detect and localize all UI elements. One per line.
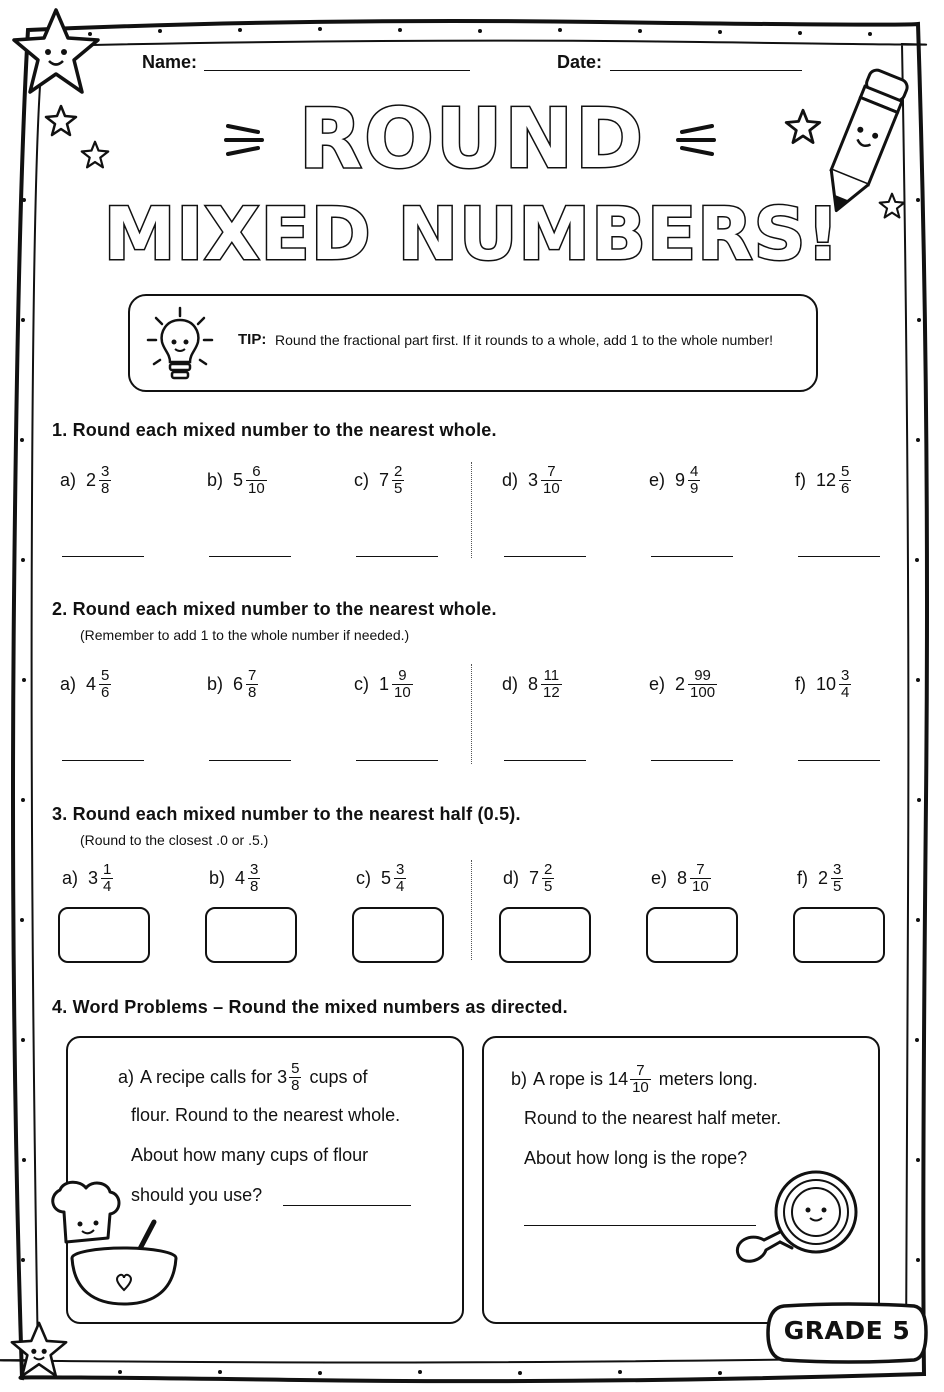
column-divider [471, 860, 472, 960]
fraction [246, 668, 258, 701]
denominator: 12 [543, 684, 560, 701]
whole-number: 8 [677, 868, 688, 888]
grade-badge: GRADE 5 [783, 1316, 911, 1345]
word-problem-b-line2: Round to the nearest half meter. [524, 1108, 782, 1128]
problem-3c [356, 862, 406, 895]
word-problem-a-line3: About how many cups of flour [131, 1145, 369, 1165]
fraction [542, 862, 554, 895]
denominator: 8 [291, 1077, 300, 1094]
fraction [101, 862, 113, 895]
fraction [392, 464, 404, 497]
fraction [839, 464, 851, 497]
denominator: 10 [692, 878, 709, 895]
denominator: 5 [544, 878, 553, 895]
numerator: 5 [841, 463, 850, 480]
problem-2b [207, 668, 258, 701]
whole-number: 7 [529, 868, 540, 888]
problem-label: d) [502, 470, 519, 490]
word-problem-text: A rope is 14 [533, 1069, 629, 1089]
problem-2e [649, 668, 717, 701]
answer-line[interactable] [283, 1205, 411, 1206]
fraction [394, 862, 406, 895]
sparkle-lines-icon [672, 116, 718, 160]
whole-number: 9 [675, 470, 686, 490]
numerator: 7 [547, 463, 556, 480]
word-problem-text: A recipe calls for 3 [140, 1067, 288, 1087]
numerator: 3 [841, 667, 850, 684]
problem-label: f) [795, 674, 806, 694]
rope-coil-icon [730, 1162, 858, 1274]
word-problem-a-line2: flour. Round to the nearest whole. [131, 1105, 401, 1125]
fraction [246, 464, 267, 497]
numerator: 3 [250, 861, 259, 878]
problem-1c [354, 464, 404, 497]
word-problem-b-line1 [511, 1060, 758, 1099]
answer-box[interactable] [352, 907, 444, 963]
sparkle-lines-icon [222, 116, 268, 160]
problem-label: b) [207, 674, 224, 694]
denominator: 4 [841, 684, 850, 701]
numerator: 7 [636, 1062, 645, 1079]
answer-box[interactable] [499, 907, 591, 963]
star-icon [8, 1320, 70, 1380]
numerator: 5 [101, 667, 110, 684]
numerator: 2 [394, 463, 403, 480]
numerator: 9 [398, 667, 407, 684]
tip-label: TIP: [238, 331, 267, 348]
fraction [289, 1061, 301, 1094]
problem-2f [795, 668, 851, 701]
numerator: 2 [544, 861, 553, 878]
answer-box[interactable] [205, 907, 297, 963]
fraction [831, 862, 843, 895]
denominator: 10 [394, 684, 411, 701]
problem-label: e) [651, 868, 668, 888]
section-2-heading: 2. Round each mixed number to the nearest whole. [52, 599, 497, 619]
whole-number: 3 [88, 868, 99, 888]
fraction [688, 464, 700, 497]
word-problem-label: b) [511, 1069, 528, 1089]
problem-label: a) [60, 470, 77, 490]
column-divider [471, 664, 472, 764]
word-problem-a-line1 [118, 1058, 367, 1097]
problem-label: a) [62, 868, 79, 888]
fraction [541, 668, 562, 701]
date-label: Date: [557, 52, 603, 72]
denominator: 4 [396, 878, 405, 895]
word-problem-text: meters long. [658, 1069, 758, 1089]
column-divider [471, 462, 472, 558]
answer-line[interactable] [651, 556, 733, 557]
problem-label: d) [502, 674, 519, 694]
problem-3a [62, 862, 113, 895]
answer-line[interactable] [62, 760, 144, 761]
section-2-subheading: (Remember to add 1 to the whole number if needed.) [80, 627, 410, 643]
whole-number: 3 [528, 470, 539, 490]
answer-box[interactable] [646, 907, 738, 963]
section-1-heading: 1. Round each mixed number to the nearest whole. [52, 420, 497, 440]
date-field[interactable] [610, 70, 802, 71]
answer-line[interactable] [62, 556, 144, 557]
whole-number: 12 [816, 470, 837, 490]
fraction [248, 862, 260, 895]
denominator: 8 [250, 878, 259, 895]
section-3-heading: 3. Round each mixed number to the nearest half (0.5). [52, 804, 521, 824]
whole-number: 4 [86, 674, 97, 694]
denominator: 5 [833, 878, 842, 895]
word-problem-label: a) [118, 1067, 135, 1087]
fraction [99, 464, 111, 497]
numerator: 7 [696, 861, 705, 878]
fraction [541, 464, 562, 497]
numerator: 3 [101, 463, 110, 480]
denominator: 10 [248, 480, 265, 497]
answer-line[interactable] [209, 556, 291, 557]
title-line2: MIXED NUMBERS! [103, 192, 841, 276]
answer-line[interactable] [356, 556, 438, 557]
fraction [630, 1063, 651, 1096]
answer-line[interactable] [798, 760, 880, 761]
answer-line[interactable] [651, 760, 733, 761]
problem-label: f) [797, 868, 808, 888]
name-label: Name: [142, 52, 198, 72]
numerator: 4 [690, 463, 699, 480]
denominator: 10 [543, 480, 560, 497]
problem-label: c) [354, 674, 369, 694]
problem-label: b) [209, 868, 226, 888]
name-field[interactable] [204, 70, 470, 71]
problem-3e [651, 862, 711, 895]
chef-bowl-icon [34, 1178, 184, 1316]
denominator: 5 [394, 480, 403, 497]
problem-label: a) [60, 674, 77, 694]
whole-number: 1 [379, 674, 390, 694]
answer-line[interactable] [504, 556, 586, 557]
fraction [688, 668, 717, 701]
whole-number: 2 [675, 674, 686, 694]
problem-1d [502, 464, 562, 497]
fraction [99, 668, 111, 701]
problem-3f [797, 862, 843, 895]
numerator: 5 [291, 1060, 300, 1077]
problem-label: c) [354, 470, 369, 490]
answer-box[interactable] [793, 907, 885, 963]
problem-1e [649, 464, 700, 497]
problem-1f [795, 464, 851, 497]
problem-label: d) [503, 868, 520, 888]
denominator: 4 [103, 878, 112, 895]
numerator: 7 [248, 667, 257, 684]
problem-2a [60, 668, 111, 701]
denominator: 6 [101, 684, 110, 701]
answer-line[interactable] [798, 556, 880, 557]
whole-number: 8 [528, 674, 539, 694]
problem-label: f) [795, 470, 806, 490]
answer-line[interactable] [209, 760, 291, 761]
numerator: 6 [252, 463, 261, 480]
answer-line[interactable] [524, 1225, 756, 1226]
fraction [839, 668, 851, 701]
problem-label: c) [356, 868, 371, 888]
numerator: 1 [103, 861, 112, 878]
whole-number: 7 [379, 470, 390, 490]
word-problem-a-line4: should you use? [131, 1185, 263, 1205]
denominator: 6 [841, 480, 850, 497]
tip-text: Round the fractional part first. If it rounds to a whole, add 1 to the whole number! [275, 332, 774, 348]
whole-number: 4 [235, 868, 246, 888]
section-3-subheading: (Round to the closest .0 or .5.) [80, 832, 269, 848]
whole-number: 5 [381, 868, 392, 888]
word-problem-b-line3: About how long is the rope? [524, 1148, 748, 1168]
answer-line[interactable] [504, 760, 586, 761]
lightbulb-icon [140, 306, 220, 386]
whole-number: 2 [86, 470, 97, 490]
title-line1: ROUND [298, 92, 646, 187]
star-icon [8, 6, 104, 98]
fraction [690, 862, 711, 895]
numerator: 11 [543, 667, 560, 684]
denominator: 8 [248, 684, 257, 701]
answer-line[interactable] [356, 760, 438, 761]
fraction [392, 668, 413, 701]
problem-1a [60, 464, 111, 497]
problem-label: e) [649, 674, 666, 694]
problem-1b [207, 464, 267, 497]
problem-label: b) [207, 470, 224, 490]
denominator: 100 [690, 684, 716, 701]
numerator: 99 [694, 667, 711, 684]
problem-3d [503, 862, 554, 895]
answer-box[interactable] [58, 907, 150, 963]
section-4-heading: 4. Word Problems – Round the mixed numbers as directed. [52, 997, 568, 1017]
problem-2d [502, 668, 562, 701]
problem-2c [354, 668, 413, 701]
whole-number: 5 [233, 470, 244, 490]
denominator: 9 [690, 480, 699, 497]
whole-number: 2 [818, 868, 829, 888]
word-problem-text: cups of [309, 1067, 368, 1087]
whole-number: 10 [816, 674, 837, 694]
problem-label: e) [649, 470, 666, 490]
numerator: 3 [396, 861, 405, 878]
problem-3b [209, 862, 260, 895]
numerator: 3 [833, 861, 842, 878]
denominator: 10 [632, 1079, 649, 1096]
whole-number: 6 [233, 674, 244, 694]
denominator: 8 [101, 480, 110, 497]
